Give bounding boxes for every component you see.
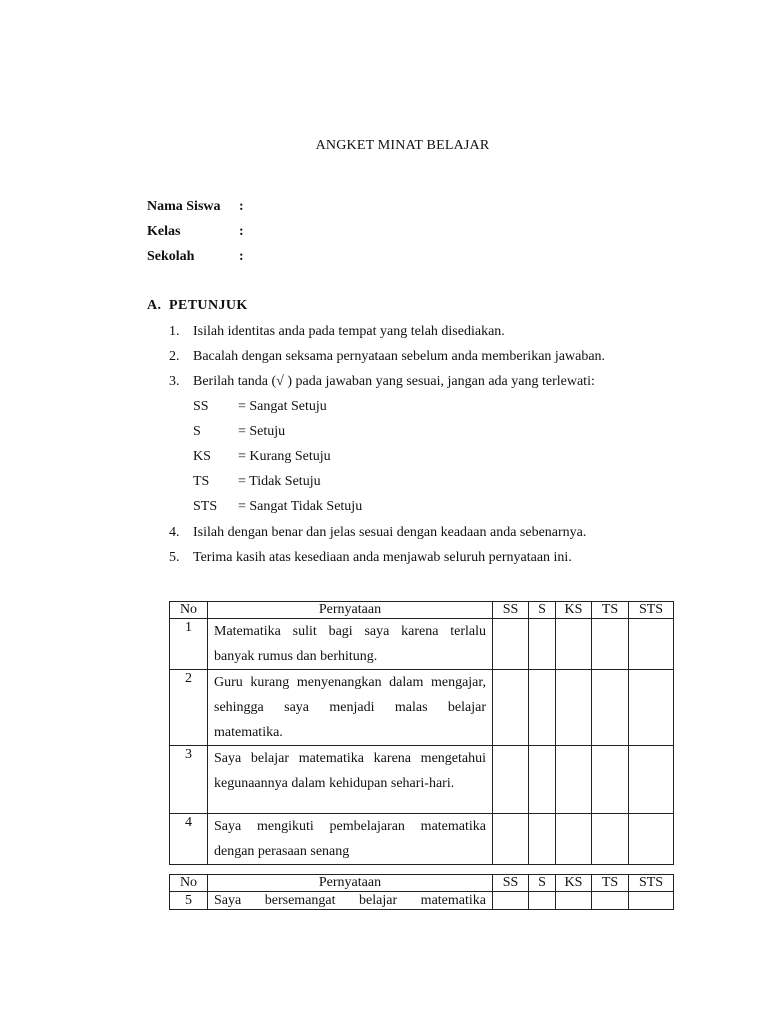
answer-cell-sts[interactable] [629,892,674,910]
instruction-number: 2. [169,349,180,364]
answer-cell-sts[interactable] [629,619,674,670]
header-ss: SS [493,602,529,619]
table-row [170,619,674,670]
answer-cell-ks[interactable] [556,670,592,746]
legend-abbr: SS [193,399,209,414]
header-ks: KS [556,602,592,619]
name-colon: : [239,199,244,214]
row-statement: Guru kurang menyenangkan dalam mengajar, sehingga saya menjadi malas belajar matematika. [208,670,493,746]
legend-abbr: TS [193,474,210,489]
answer-cell-ts[interactable] [592,746,629,814]
answer-cell-ss[interactable] [493,619,529,670]
instruction-number: 3. [169,374,180,389]
instruction-text: Terima kasih atas kesediaan anda menjawab seluruh pernyataan ini. [193,550,572,565]
legend-meaning: = Tidak Setuju [238,474,321,489]
header-sts: STS [629,602,674,619]
table-row [170,814,674,865]
row-number: 1 [170,619,208,670]
table-row [170,670,674,746]
table-row [170,746,674,814]
legend-meaning: = Setuju [238,424,286,439]
section-letter: A. [147,298,162,313]
page-title: ANGKET MINAT BELAJAR [315,138,490,153]
header-sts: STS [629,875,674,892]
answer-cell-ks[interactable] [556,746,592,814]
instruction-number: 4. [169,525,180,540]
header-s: S [529,602,556,619]
header-no: No [170,602,208,619]
instruction-text: Berilah tanda (√ ) pada jawaban yang sesuai, jangan ada yang terlewati: [193,374,595,389]
answer-cell-sts[interactable] [629,746,674,814]
header-ks: KS [556,875,592,892]
section-title: PETUNJUK [169,298,248,313]
statement-table-2 [169,874,674,910]
answer-cell-ss[interactable] [493,814,529,865]
legend-abbr: STS [193,499,218,514]
row-number: 4 [170,814,208,865]
row-statement: Matematika sulit bagi saya karena terlalu banyak rumus dan berhitung. [208,619,493,670]
answer-cell-s[interactable] [529,670,556,746]
table-header-row [170,875,674,892]
legend-meaning: = Kurang Setuju [238,449,331,464]
instruction-text: Bacalah dengan seksama pernyataan sebelum anda memberikan jawaban. [193,349,606,364]
legend-meaning: = Sangat Setuju [238,399,327,414]
table-header-row [170,602,674,619]
instruction-number: 1. [169,324,180,339]
class-colon: : [239,224,244,239]
answer-cell-s[interactable] [529,814,556,865]
statement-table-1 [169,601,674,865]
header-no: No [170,875,208,892]
header-s: S [529,875,556,892]
legend-meaning: = Sangat Tidak Setuju [238,499,363,514]
section-heading [147,298,248,314]
answer-cell-s[interactable] [529,619,556,670]
instruction-text: Isilah identitas anda pada tempat yang telah disediakan. [193,324,505,339]
answer-cell-s[interactable] [529,746,556,814]
school-label: Sekolah [147,249,195,264]
row-statement: Saya belajar matematika karena mengetahui kegunaannya dalam kehidupan sehari-hari. [208,746,493,814]
answer-cell-sts[interactable] [629,670,674,746]
table-row [170,892,674,910]
row-number: 2 [170,670,208,746]
header-ts: TS [592,875,629,892]
school-colon: : [239,249,244,264]
legend-abbr: S [193,424,201,439]
answer-cell-ss[interactable] [493,892,529,910]
legend-abbr: KS [193,449,211,464]
instruction-number: 5. [169,550,180,565]
answer-cell-sts[interactable] [629,814,674,865]
answer-cell-ks[interactable] [556,619,592,670]
header-statement: Pernyataan [208,602,493,619]
answer-cell-ts[interactable] [592,619,629,670]
row-statement: Saya mengikuti pembelajaran matematika dengan perasaan senang [208,814,493,865]
header-ts: TS [592,602,629,619]
answer-cell-ts[interactable] [592,670,629,746]
class-label: Kelas [147,224,181,239]
answer-cell-ss[interactable] [493,746,529,814]
header-statement: Pernyataan [208,875,493,892]
header-ss: SS [493,875,529,892]
answer-cell-s[interactable] [529,892,556,910]
answer-cell-ts[interactable] [592,814,629,865]
row-statement: Saya bersemangat belajar matematika [208,892,493,910]
answer-cell-ss[interactable] [493,670,529,746]
row-number: 5 [170,892,208,910]
name-label: Nama Siswa [147,199,221,214]
instruction-text: Isilah dengan benar dan jelas sesuai dengan keadaan anda sebenarnya. [193,525,587,540]
answer-cell-ks[interactable] [556,814,592,865]
answer-cell-ts[interactable] [592,892,629,910]
answer-cell-ks[interactable] [556,892,592,910]
row-number: 3 [170,746,208,814]
